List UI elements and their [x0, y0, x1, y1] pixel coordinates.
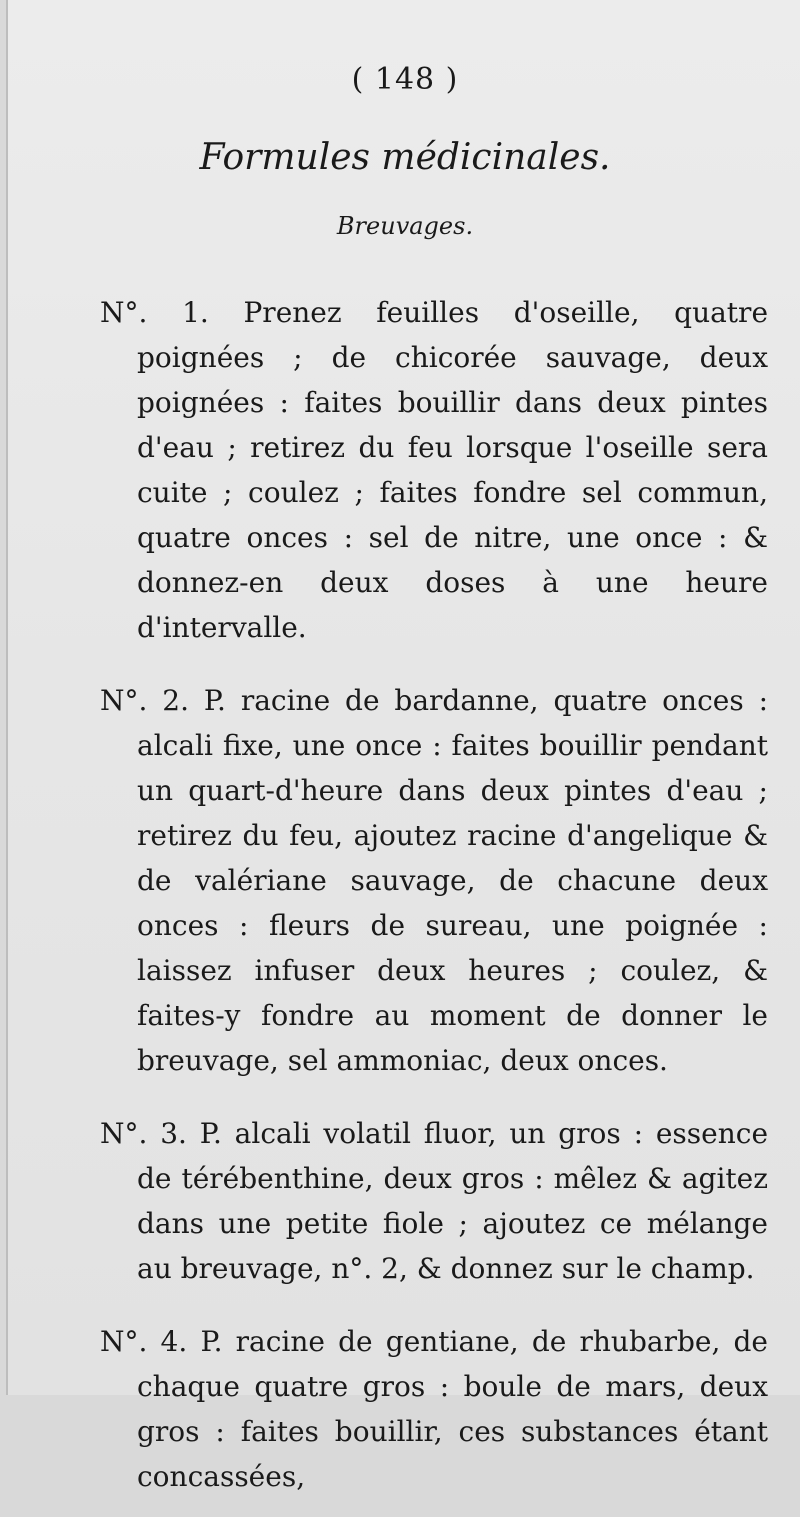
formula-text: P. racine de bardanne, quatre onces : alcali fixe, une once : faites bouillir pendant un quart-d'heure dans deux pintes d'eau ; retirez du feu, ajoutez racine d'angelique & de valériane sauvage, de chacune deux onces : fleurs de sureau, une poignée : laissez infuser deux heures ; coulez, & faites-y fondre au moment de donner le breuvage, sel ammoniac, deux onces.	[137, 684, 769, 1077]
formula-list	[100, 262, 768, 1517]
book-page	[6, 0, 800, 1493]
page-number: ( 148 )	[351, 62, 459, 97]
section-subtitle: Breuvages.	[336, 212, 474, 240]
page-title: Formules médicinales.	[199, 137, 611, 178]
formula-text: Prenez feuilles d'oseille, quatre poignées ; de chicorée sauvage, deux poignées : faites bouillir dans deux pintes d'eau ; retirez du feu lorsque l'oseille sera cuite ; coulez ; faites fondre sel commun, quatre onces : sel de nitre, une once : & donnez-en deux doses à une heure d'intervalle.	[137, 296, 769, 644]
formula-entry-3	[100, 1111, 768, 1291]
formula-entry-4	[100, 1319, 768, 1499]
formula-text: P. racine de gentiane, de rhubarbe, de chaque quatre gros : boule de mars, deux gros : faites bouillir, ces substances étant concassées,	[137, 1325, 768, 1493]
formula-number: N°. 1.	[100, 296, 209, 329]
formula-number: N°. 2.	[100, 684, 189, 717]
formula-number: N°. 4.	[100, 1325, 188, 1358]
formula-number: N°. 3.	[100, 1117, 187, 1150]
formula-entry-1	[100, 290, 768, 650]
formula-text: P. alcali volatil fluor, un gros : essence de térébenthine, deux gros : mêlez & agitez dans une petite fiole ; ajoutez ce mélange au breuvage, n°. 2, & donnez sur le champ.	[137, 1117, 769, 1285]
formula-entry-2	[100, 678, 768, 1083]
